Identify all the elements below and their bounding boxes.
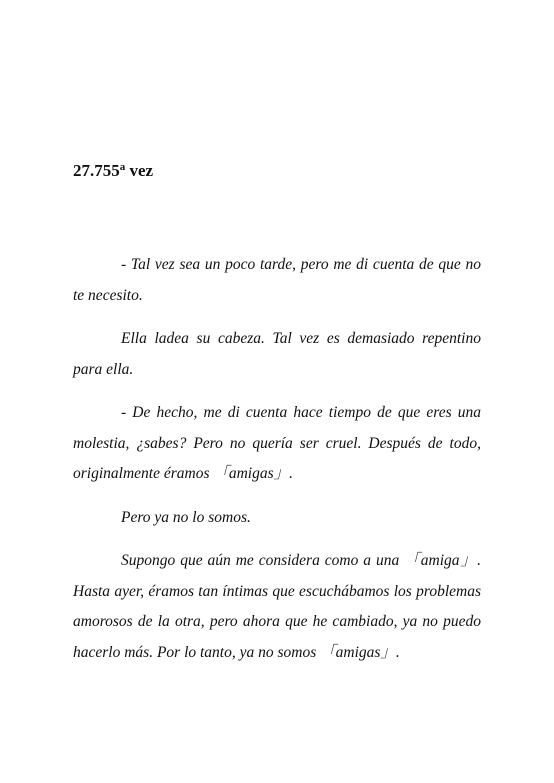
chapter-number: 27.755: [73, 161, 120, 180]
chapter-title: [73, 160, 153, 182]
chapter-body: [73, 250, 481, 681]
paragraph-4: Pero ya no lo somos.: [121, 508, 251, 526]
paragraph-5: Supongo que aún me considera como a una 「amiga」. Hasta ayer, éramos tan íntimas que escuchábamos los problemas amorosos de la otra, pero ahora que he cambiado, ya no puedo hacerlo más. Por lo tanto, ya no somos 「amigas」.: [73, 552, 481, 661]
paragraph-1: - Tal vez sea un poco tarde, pero me di cuenta de que no te necesito.: [73, 256, 481, 304]
chapter-ordinal: a: [119, 161, 126, 173]
paragraph-3: - De hecho, me di cuenta hace tiempo de que eres una molestia, ¿sabes? Pero no quería ser cruel. Después de todo, originalmente éramos 「amigas」.: [73, 404, 481, 482]
paragraph-2: Ella ladea su cabeza. Tal vez es demasiado repentino para ella.: [73, 330, 481, 378]
chapter-word: vez: [125, 161, 154, 180]
